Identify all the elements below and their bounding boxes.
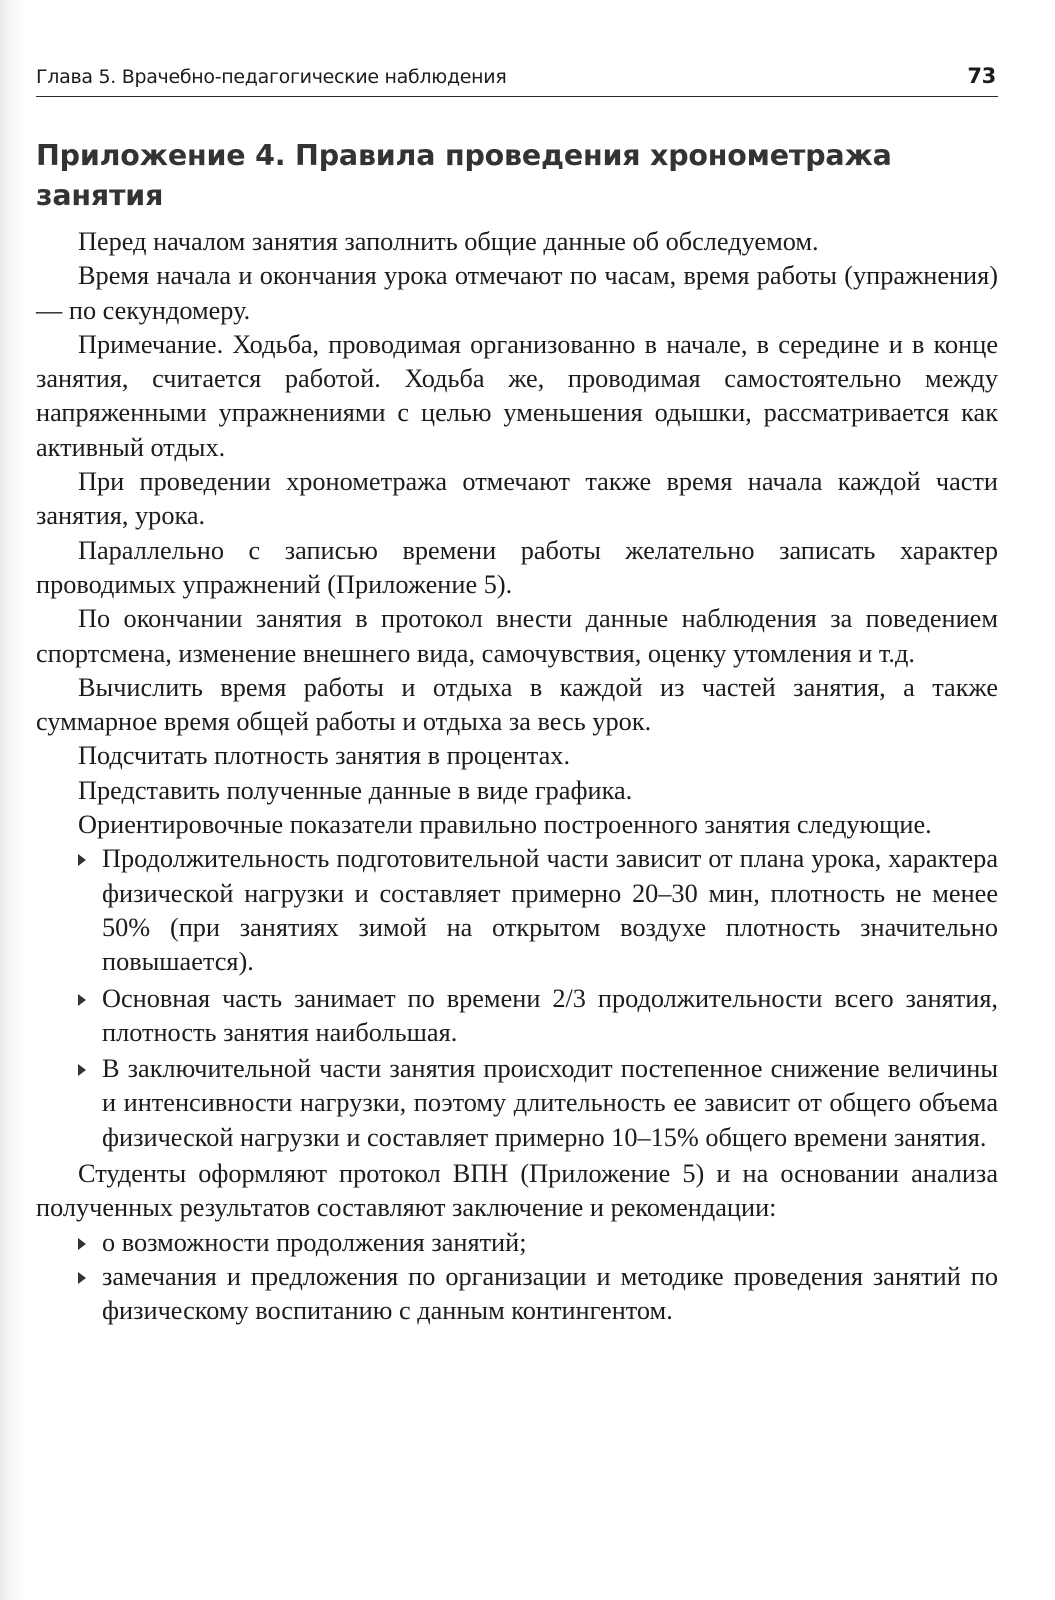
list-item-text: Продолжительность подготовительной части зависит от плана урока, характера физической нагрузки и составляет примерно 20–30 мин, плотность не менее 50% (при занятиях зимой на открытом воздухе плотность значительно повышается). [102,844,998,977]
recommendations-list [36,1226,998,1329]
list-item-text: В заключительной части занятия происходит постепенное снижение величины и интенсивности нагрузки, поэтому длительность ее зависит от общего объема физической нагрузки и составляет примерно 10–15% общего времени занятия. [102,1054,998,1152]
triangle-bullet-icon [78,1272,86,1284]
list-item [36,1052,998,1155]
triangle-bullet-icon [78,1064,86,1076]
list-item [36,842,998,979]
list-item-text: Основная часть занимает по времени 2/3 продолжительности всего занятия, плотность занятия наибольшая. [102,983,998,1047]
paragraph: Представить полученные данные в виде графика. [78,775,633,805]
list-item [36,1226,998,1260]
list-item-text: о возможности продолжения занятий; [102,1227,527,1257]
body-text [36,225,998,1329]
paragraph: Время начала и окончания урока отмечают по часам, время работы (упражнения) — по секундомеру. [36,261,998,325]
paragraph: Ориентировочные показатели правильно построенного занятия следующие. [78,810,932,840]
list-item-text: замечания и предложения по организации и методике проведения занятий по физическому воспитанию с данным контингентом. [102,1261,998,1326]
chapter-title: Глава 5. Врачебно-педагогические наблюдения [36,66,507,88]
paragraph: Параллельно с записью времени работы желательно записать характер проводимых упражнений (Приложение 5). [36,535,998,599]
page-number: 73 [967,64,996,88]
paragraph: Подсчитать плотность занятия в процентах. [78,741,571,771]
running-head [36,62,998,97]
indicators-list [36,842,998,1155]
paragraph: По окончании занятия в протокол внести данные наблюдения за поведением спортсмена, изменение внешнего вида, самочувствия, оценку утомления и т.д. [36,604,998,668]
paragraph: Перед началом занятия заполнить общие данные об обследуемом. [78,227,819,256]
paragraph: При проведении хронометража отмечают также время начала каждой части занятия, урока. [36,467,998,531]
triangle-bullet-icon [78,994,86,1006]
note-paragraph: Примечание. Ходьба, проводимая организованно в начале, в середине и в конце занятия, считается работой. Ходьба же, проводимая самостоятельно между напряженными упражнениями с целью уменьшения одышки, рассматривается как активный отдых. [36,329,998,462]
triangle-bullet-icon [78,854,86,866]
list-item [36,982,998,1051]
paragraph: Вычислить время работы и отдыха в каждой из частей занятия, а также суммарное время общей работы и отдыха за весь урок. [36,672,998,737]
section-heading: Приложение 4. Правила проведения хронометража занятия [36,139,892,212]
triangle-bullet-icon [78,1238,86,1250]
paragraph: Студенты оформляют протокол ВПН (Приложение 5) и на основании анализа полученных результатов составляют заключение и рекомендации: [36,1159,998,1223]
list-item [36,1260,998,1329]
